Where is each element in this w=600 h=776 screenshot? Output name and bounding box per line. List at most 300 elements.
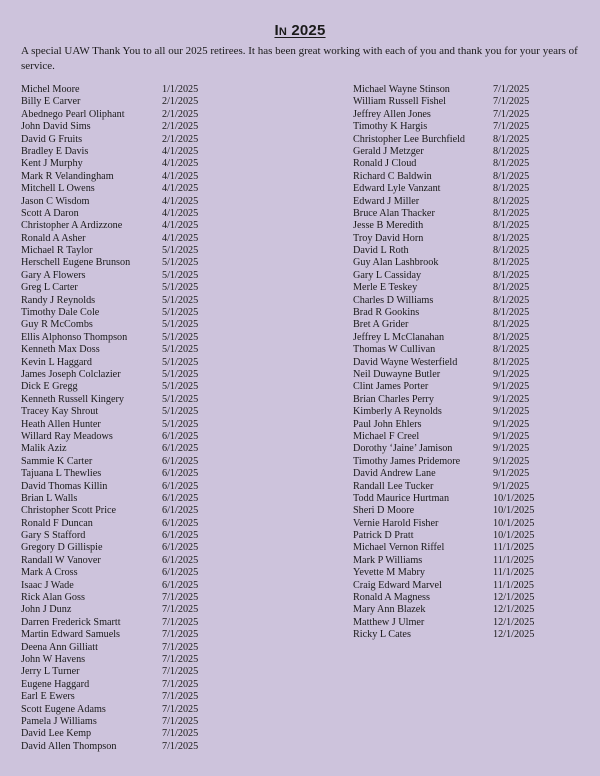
retiree-row [21,158,211,170]
retirement-date: 8/1/2025 [493,195,530,207]
retirement-date: 5/1/2025 [162,393,199,405]
retiree-row [21,171,211,183]
retiree-row [353,208,553,220]
retirement-date: 4/1/2025 [162,207,199,219]
retirement-date: 5/1/2025 [162,406,199,418]
retiree-name: Patrick D Pratt [353,530,414,542]
retiree-name: James Joseph Colclazier [21,368,121,380]
retiree-row [21,518,211,530]
retirement-date: 5/1/2025 [162,381,199,393]
retirement-date: 9/1/2025 [493,443,530,455]
retiree-row [353,319,553,331]
retirement-date: 5/1/2025 [162,344,199,356]
retirement-date: 6/1/2025 [162,530,199,542]
retiree-name: Mary Ann Blazek [353,604,426,616]
retiree-row [353,171,553,183]
retiree-name: Randall Lee Tucker [353,480,434,492]
retiree-name: Mitchell L Owens [21,183,95,195]
retirement-date: 4/1/2025 [162,195,199,207]
retiree-name: Earl E Ewers [21,691,75,703]
retiree-name: Michael R Taylor [21,245,93,257]
retiree-row [353,344,553,356]
retiree-row [21,704,211,716]
retiree-name: Guy Alan Lashbrook [353,257,439,269]
retiree-row [21,654,211,666]
retiree-name: Ronald A Asher [21,232,86,244]
retiree-name: Ronald J Cloud [353,158,417,170]
retiree-row [21,505,211,517]
retiree-name: Darren Frederick Smartt [21,616,121,628]
retiree-row [353,220,553,232]
retiree-name: Brian L Walls [21,492,78,504]
intro-text: A special UAW Thank You to all our 2025 retirees. It has been great working with each of you and thank you for your years of service. [21,45,578,72]
retiree-row [21,233,211,245]
retiree-row [353,307,553,319]
retiree-name: Ronald F Duncan [21,517,93,529]
retiree-row [353,419,553,431]
retiree-row [353,518,553,530]
retiree-row [21,567,211,579]
retiree-row [21,468,211,480]
retiree-row [21,369,211,381]
retirement-date: 9/1/2025 [493,381,530,393]
retiree-row [353,196,553,208]
retirement-date: 7/1/2025 [493,84,530,95]
retiree-row [353,580,553,592]
retiree-row [21,257,211,269]
retiree-row [21,542,211,554]
retiree-name: Christopher A Ardizzone [21,220,123,232]
retirement-date: 8/1/2025 [493,207,530,219]
retiree-name: Neil Duwayne Butler [353,368,441,380]
retiree-name: Randall W Vanover [21,554,101,566]
retiree-name: David Wayne Westerfield [353,356,458,368]
retiree-name: John David Sims [21,121,91,133]
retiree-row [353,481,553,493]
retirement-date: 7/1/2025 [162,715,199,727]
retiree-name: Dorothy ‘Jaine’ Jamison [353,443,453,455]
retiree-name: Charles D Williams [353,294,434,306]
retirement-date: 11/1/2025 [493,579,534,591]
retiree-row [21,394,211,406]
retirement-date: 9/1/2025 [493,418,530,430]
retiree-name: Timothy K Hargis [353,121,428,133]
retiree-name: Timothy James Pridemore [353,455,461,467]
retirement-date: 8/1/2025 [493,220,530,232]
retirement-date: 5/1/2025 [162,294,199,306]
retirement-date: 5/1/2025 [162,331,199,343]
retiree-row [353,394,553,406]
retiree-row [21,481,211,493]
retiree-name: Richard C Baldwin [353,170,432,182]
retiree-name: Gary S Stafford [21,530,86,542]
retirement-date: 8/1/2025 [493,282,530,294]
retirement-date: 7/1/2025 [162,604,199,616]
retirement-date: 4/1/2025 [162,183,199,195]
retiree-row [21,443,211,455]
retirement-date: 8/1/2025 [493,344,530,356]
retiree-row [353,158,553,170]
retirement-date: 5/1/2025 [162,368,199,380]
retirement-date: 6/1/2025 [162,554,199,566]
retiree-row [21,332,211,344]
retiree-row [21,555,211,567]
retirement-date: 2/1/2025 [162,108,199,120]
retirement-date: 7/1/2025 [162,616,199,628]
retiree-name: Mark R Velandingham [21,170,114,182]
retiree-name: Edward J Miller [353,195,420,207]
retirement-date: 2/1/2025 [162,96,199,108]
retirement-date: 4/1/2025 [162,232,199,244]
retiree-row [353,96,553,108]
retiree-row [21,357,211,369]
retirement-date: 7/1/2025 [162,703,199,715]
retiree-name: Clint James Porter [353,381,429,393]
retirement-date: 5/1/2025 [162,257,199,269]
retiree-row [21,493,211,505]
page-title: In 2025 [274,22,326,39]
retirement-date: 8/1/2025 [493,269,530,281]
retirement-date: 9/1/2025 [493,406,530,418]
retirement-date: 8/1/2025 [493,183,530,195]
retiree-name: Gary L Cassiday [353,269,422,281]
retiree-name: David Allen Thompson [21,740,117,752]
retirement-date: 6/1/2025 [162,430,199,442]
retirement-date: 8/1/2025 [493,319,530,331]
retirement-date: 9/1/2025 [493,430,530,442]
retiree-name: David Andrew Lane [353,468,436,480]
retiree-row [21,456,211,468]
retiree-name: Michael Vernon Riffel [353,542,445,554]
retiree-name: Ronald A Magness [353,592,430,604]
retiree-name: Willard Ray Meadows [21,430,113,442]
retiree-name: Jeffrey L McClanahan [353,331,445,343]
retiree-name: Gary A Flowers [21,269,86,281]
retiree-row [21,319,211,331]
retirement-date: 5/1/2025 [162,269,199,281]
retiree-row [21,245,211,257]
retiree-name: David L Roth [353,245,409,257]
retiree-row [21,679,211,691]
retiree-name: Sammie K Carter [21,455,93,467]
retiree-row [21,183,211,195]
retirement-date: 6/1/2025 [162,455,199,467]
retiree-row [21,134,211,146]
retiree-name: Michael Wayne Stinson [353,84,450,95]
retiree-row [353,357,553,369]
retirement-date: 8/1/2025 [493,232,530,244]
retiree-row [21,530,211,542]
retirement-date: 7/1/2025 [162,641,199,653]
retiree-name: Kenneth Russell Kingery [21,393,124,405]
retirement-date: 4/1/2025 [162,170,199,182]
retiree-row [21,642,211,654]
retiree-name: Abednego Pearl Oliphant [21,108,125,120]
retiree-name: Todd Maurice Hurtman [353,492,450,504]
retiree-name: Timothy Dale Cole [21,307,100,319]
retirement-date: 7/1/2025 [162,629,199,641]
retiree-row [353,604,553,616]
retiree-list-left [21,84,211,753]
retiree-name: Tajuana L Thewlies [21,468,102,480]
retiree-row [353,381,553,393]
retirement-date: 9/1/2025 [493,455,530,467]
retiree-name: Troy David Horn [353,232,424,244]
retiree-name: John J Dunz [21,604,72,616]
retiree-name: Mark P Williams [353,554,423,566]
retiree-row [21,580,211,592]
retirement-date: 2/1/2025 [162,121,199,133]
retiree-row [21,282,211,294]
retiree-name: Mark A Cross [21,567,78,579]
retiree-row [21,96,211,108]
retiree-name: David Lee Kemp [21,728,92,740]
retiree-row [353,84,553,96]
retiree-name: Isaac J Wade [21,579,74,591]
retirement-date: 6/1/2025 [162,542,199,554]
retirement-date: 10/1/2025 [493,492,535,504]
retirement-date: 10/1/2025 [493,505,535,517]
retiree-name: Gregory D Gillispie [21,542,103,554]
retiree-row [21,741,211,753]
retirement-date: 6/1/2025 [162,579,199,591]
retirement-date: 10/1/2025 [493,530,535,542]
retiree-name: Ellis Alphonso Thompson [21,331,128,343]
retiree-row [353,629,553,641]
retiree-row [21,629,211,641]
retiree-name: Christopher Scott Price [21,505,117,517]
retiree-name: John W Havens [21,653,86,665]
retiree-row [21,146,211,158]
retirement-date: 5/1/2025 [162,282,199,294]
retiree-name: Bret A Grider [353,319,409,331]
retirement-date: 4/1/2025 [162,158,199,170]
retiree-name: William Russell Fishel [353,96,446,108]
retiree-name: Craig Edward Marvel [353,579,442,591]
retiree-name: Merle E Teskey [353,282,418,294]
retiree-name: Yevette M Mabry [353,567,425,579]
retirement-date: 7/1/2025 [493,108,530,120]
retiree-row [353,121,553,133]
retiree-row [21,381,211,393]
retirement-date: 12/1/2025 [493,629,535,641]
retiree-name: Billy E Carver [21,96,81,108]
retiree-name: Gerald J Metzger [353,145,424,157]
retiree-row [353,257,553,269]
retiree-row [353,406,553,418]
retiree-name: Tracey Kay Shrout [21,406,99,418]
retiree-row [21,344,211,356]
retiree-row [21,208,211,220]
retiree-name: Jesse B Meredith [353,220,424,232]
retirement-date: 5/1/2025 [162,307,199,319]
retirement-date: 6/1/2025 [162,505,199,517]
retiree-name: Scott Eugene Adams [21,703,106,715]
retiree-row [353,592,553,604]
retiree-name: Greg L Carter [21,282,78,294]
retiree-row [21,419,211,431]
retirement-date: 7/1/2025 [162,592,199,604]
retiree-name: Jason C Wisdom [21,195,90,207]
retiree-row [21,121,211,133]
retirement-date: 6/1/2025 [162,468,199,480]
retiree-row [21,196,211,208]
retiree-row [21,691,211,703]
retirement-date: 5/1/2025 [162,245,199,257]
retirement-date: 6/1/2025 [162,492,199,504]
retiree-list-right [353,84,553,642]
retiree-row [353,567,553,579]
retiree-name: Scott A Daron [21,207,79,219]
retiree-name: Brian Charles Perry [353,393,434,405]
retiree-row [353,295,553,307]
retirement-date: 7/1/2025 [162,678,199,690]
retirement-date: 7/1/2025 [162,691,199,703]
retiree-row [353,468,553,480]
retirement-date: 6/1/2025 [162,517,199,529]
retiree-row [353,505,553,517]
retiree-row [21,592,211,604]
retirement-date: 9/1/2025 [493,480,530,492]
retiree-row [353,270,553,282]
retirement-date: 9/1/2025 [493,468,530,480]
retiree-row [353,233,553,245]
retiree-name: Kevin L Haggard [21,356,92,368]
retiree-name: Deena Ann Gilliatt [21,641,98,653]
retirement-date: 12/1/2025 [493,604,535,616]
retiree-name: Jeffrey Allen Jones [353,108,431,120]
retiree-name: Malik Aziz [21,443,67,455]
retiree-row [21,307,211,319]
retirement-date: 2/1/2025 [162,133,199,145]
retiree-row [353,542,553,554]
retiree-row [21,270,211,282]
retiree-row [21,295,211,307]
retiree-row [353,332,553,344]
retirement-date: 8/1/2025 [493,133,530,145]
retiree-name: Kimberly A Reynolds [353,406,442,418]
retirement-date: 8/1/2025 [493,331,530,343]
retirement-date: 6/1/2025 [162,443,199,455]
retiree-row [21,109,211,121]
retirement-date: 8/1/2025 [493,294,530,306]
retiree-name: David G Fruits [21,133,83,145]
retiree-name: Michael F Creel [353,430,420,442]
retiree-name: Rick Alan Goss [21,592,85,604]
retirement-date: 8/1/2025 [493,245,530,257]
retiree-row [21,84,211,96]
retiree-name: Michel Moore [21,84,80,95]
retiree-row [353,282,553,294]
retirement-date: 9/1/2025 [493,393,530,405]
retiree-row [353,443,553,455]
retiree-name: Edward Lyle Vanzant [353,183,441,195]
retirement-date: 9/1/2025 [493,368,530,380]
retirement-date: 5/1/2025 [162,356,199,368]
retiree-row [21,220,211,232]
retiree-name: Bradley E Davis [21,145,89,157]
retirement-date: 7/1/2025 [162,653,199,665]
retirement-date: 8/1/2025 [493,145,530,157]
retiree-name: David Thomas Killin [21,480,108,492]
retirement-date: 8/1/2025 [493,257,530,269]
retiree-row [353,431,553,443]
retirement-date: 7/1/2025 [493,121,530,133]
retiree-row [21,406,211,418]
retiree-name: Matthew J Ulmer [353,616,425,628]
retirement-date: 11/1/2025 [493,542,534,554]
retiree-name: Martin Edward Samuels [21,629,121,641]
retiree-row [353,530,553,542]
retiree-name: Ricky L Cates [353,629,411,641]
retiree-row [353,555,553,567]
retiree-name: Brad R Gookins [353,307,420,319]
retiree-row [353,617,553,629]
retirement-date: 1/1/2025 [162,84,199,95]
retiree-name: Dick E Gregg [21,381,78,393]
retiree-name: Vernie Harold Fisher [353,517,439,529]
retiree-row [21,716,211,728]
retiree-name: Paul John Ehlers [353,418,422,430]
retiree-row [21,728,211,740]
retirement-date: 8/1/2025 [493,307,530,319]
retiree-name: Christopher Lee Burchfield [353,133,466,145]
retiree-name: Kenneth Max Doss [21,344,100,356]
retirement-date: 12/1/2025 [493,592,535,604]
retiree-row [21,666,211,678]
retiree-row [21,431,211,443]
retirement-date: 7/1/2025 [162,666,199,678]
retirement-date: 10/1/2025 [493,517,535,529]
retirement-date: 4/1/2025 [162,220,199,232]
retiree-row [21,617,211,629]
retiree-name: Herschell Eugene Brunson [21,257,131,269]
retirement-date: 6/1/2025 [162,567,199,579]
retirement-date: 7/1/2025 [162,728,199,740]
retiree-name: Randy J Reynolds [21,294,96,306]
retiree-name: Kent J Murphy [21,158,83,170]
retiree-name: Heath Allen Hunter [21,418,101,430]
retiree-name: Guy R McCombs [21,319,93,331]
retiree-row [353,245,553,257]
retirement-date: 12/1/2025 [493,616,535,628]
retirement-date: 8/1/2025 [493,170,530,182]
retirement-date: 11/1/2025 [493,567,534,579]
retirement-date: 7/1/2025 [162,740,199,752]
retiree-row [353,369,553,381]
retirement-date: 5/1/2025 [162,319,199,331]
retiree-row [353,134,553,146]
retirement-date: 5/1/2025 [162,418,199,430]
retiree-row [353,183,553,195]
retirement-date: 11/1/2025 [493,554,534,566]
retiree-row [353,493,553,505]
retiree-name: Eugene Haggard [21,678,90,690]
retirement-date: 4/1/2025 [162,145,199,157]
retiree-name: Thomas W Cullivan [353,344,436,356]
retiree-row [21,604,211,616]
retiree-name: Jerry L Turner [21,666,80,678]
retiree-name: Sheri D Moore [353,505,415,517]
retiree-row [353,456,553,468]
retirement-date: 6/1/2025 [162,480,199,492]
retirement-date: 8/1/2025 [493,158,530,170]
retiree-row [353,146,553,158]
retiree-row [353,109,553,121]
retirement-date: 7/1/2025 [493,96,530,108]
retirement-date: 8/1/2025 [493,356,530,368]
retiree-name: Bruce Alan Thacker [353,207,435,219]
